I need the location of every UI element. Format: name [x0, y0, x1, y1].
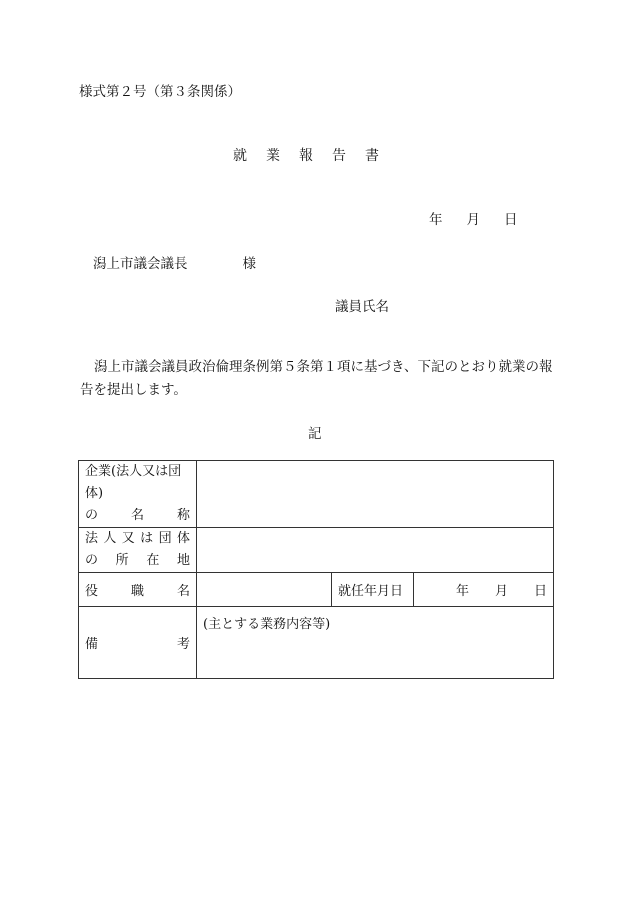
start-date-year-label: 年 [455, 584, 469, 599]
table-row-company-address [79, 528, 554, 573]
report-table [78, 460, 554, 679]
table-row-remarks [79, 607, 554, 679]
body-text: 潟上市議会議員政治倫理条例第５条第１項に基づき、下記のとおり就業の報告を提出します。 [80, 359, 553, 398]
remarks-hint-text: (主とする業務内容等) [203, 617, 331, 632]
date-year-label: 年 [429, 212, 443, 228]
company-address-label [79, 528, 197, 573]
company-name-label-line1: 企業(法人又は団体) [85, 464, 182, 501]
report-date [429, 208, 518, 228]
remarks-field[interactable] [197, 607, 554, 679]
company-address-field[interactable] [197, 528, 554, 573]
start-date-month-label: 月 [494, 584, 508, 599]
member-name-label: 議員氏名 [335, 299, 389, 315]
recipient-name: 潟上市議会議長 [93, 256, 188, 272]
position-label: 役 職 名 [79, 573, 197, 607]
start-date-field[interactable] [414, 573, 554, 607]
form-number: 様式第２号（第３条関係） [79, 84, 241, 100]
company-name-label [79, 461, 197, 528]
addressee [93, 252, 256, 272]
company-name-field[interactable] [197, 461, 554, 528]
table-row-company-name [79, 461, 554, 528]
start-date-label: 就任年月日 [332, 573, 414, 607]
position-field[interactable] [197, 573, 332, 607]
company-name-label-line2: の 名 称 [85, 508, 190, 523]
ki-label: 記 [308, 426, 322, 442]
remarks-label: 備 考 [79, 607, 197, 679]
table-row-position [79, 573, 554, 607]
document-title: 就業報告書 [233, 148, 398, 164]
company-address-label-line2: の 所 在 地 [85, 553, 190, 568]
honorific: 様 [242, 256, 256, 272]
date-month-label: 月 [466, 212, 480, 228]
start-date-day-label: 日 [534, 584, 548, 599]
company-address-label-line1: 法 人 又 は 団 体 [85, 531, 190, 546]
date-day-label: 日 [504, 212, 518, 228]
